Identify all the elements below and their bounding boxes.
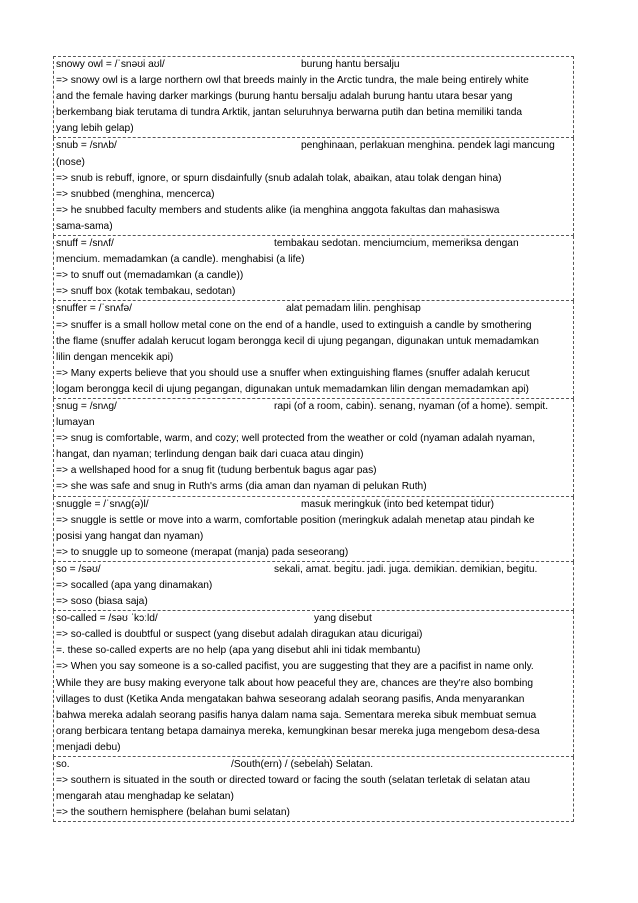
entry-so (53, 562, 574, 611)
headword: snub = /snʌb/ (56, 140, 117, 152)
headword: snuffer = /ˈsnʌfə/ (56, 303, 132, 315)
translation: tembakau sedotan. menciumcium, memeriksa dengan (274, 238, 519, 250)
headword: so. (56, 759, 70, 771)
entry-so-south (53, 757, 574, 822)
translation: burung hantu bersalju (301, 59, 400, 70)
entry-header (56, 757, 571, 773)
definition-line: => snowy owl is a large northern owl that breeds mainly in the Arctic tundra, the male being entirely white (56, 75, 529, 87)
definition-line: orang berbicara tentang betapa damainya mereka, kemungkinan besar mereka juga mengebom desa-desa (56, 725, 540, 737)
definition-line: lumayan (56, 417, 95, 429)
definition-line: mencium. memadamkan (a candle). menghabisi (a life) (56, 254, 305, 266)
translation: yang disebut (314, 613, 372, 625)
headword: so-called = /səʊ ˈkɔːld/ (56, 613, 158, 625)
definition-line: berkembang biak terutama di tundra Arktik, jantan seluruhnya berwarna putih dan betina memiliki tanda (56, 107, 523, 119)
entry-header (56, 57, 571, 73)
headword: snuff = /snʌf/ (56, 238, 114, 250)
headword: snowy owl = /ˈsnəʊi aʊl/ (56, 59, 165, 70)
definition-line: villages to dust (Ketika Anda mengatakan bahwa seseorang adalah seorang pasifis, Anda menyarankan (56, 693, 525, 705)
definition-line: => he snubbed faculty members and students alike (ia menghina anggota fakultas dan mahasiswa (56, 204, 500, 216)
definition-line: logam berongga kecil di ujung pegangan, digunakan untuk memadamkan lilin dengan memadamkan api) (56, 383, 529, 395)
definition-line: => snuffer is a small hollow metal cone on the end of a handle, used to extinguish a candle by smothering (56, 319, 532, 331)
entry-header (56, 611, 571, 627)
entry-snub (53, 138, 574, 236)
definition-line: => snuff box (kotak tembakau, sedotan) (56, 286, 236, 298)
entry-snug (53, 399, 574, 497)
entry-header (56, 399, 571, 415)
definition-line: and the female having darker markings (burung hantu bersalju adalah burung hantu utara besar yang (56, 91, 513, 103)
translation: /South(ern) / (sebelah) Selatan. (231, 759, 374, 771)
definition-line: => snug is comfortable, warm, and cozy; well protected from the weather or cold (nyaman adalah nyaman, (56, 433, 536, 445)
translation: masuk meringkuk (into bed ketempat tidur) (301, 498, 495, 510)
definition-line: => socalled (apa yang dinamakan) (56, 580, 213, 591)
definition-line: => southern is situated in the south or directed toward or facing the south (selatan terletak di selatan atau (56, 775, 531, 787)
entry-header (56, 301, 571, 317)
definition-line: posisi yang hangat dan nyaman) (56, 530, 204, 542)
translation: penghinaan, perlakuan menghina. pendek lagi mancung (301, 140, 555, 152)
entry-header (56, 497, 571, 513)
entry-snowy-owl (53, 56, 574, 138)
definition-line: => snub is rebuff, ignore, or spurn disdainfully (snub adalah tolak, abaikan, atau tolak dengan hina) (56, 172, 502, 184)
entry-snuff (53, 236, 574, 301)
definition-line: the flame (snuffer adalah kerucut logam berongga kecil di ujung pegangan, digunakan untuk memadamkan (56, 335, 539, 347)
definition-line: => a wellshaped hood for a snug fit (tudung berbentuk bagus agar pas) (56, 465, 377, 477)
headword: snuggle = /ˈsnʌg(ə)l/ (56, 498, 149, 510)
definition-line: bahwa mereka adalah seorang pasifis hanya dalam nama saja. Sementara mereka sibuk membuat semua (56, 709, 537, 721)
translation: rapi (of a room, cabin). senang, nyaman (of a home). sempit. (274, 400, 549, 412)
definition-line: => the southern hemisphere (belahan bumi selatan) (56, 807, 290, 819)
definition-line: => to snuggle up to someone (merapat (manja) pada seseorang) (56, 546, 349, 558)
translation: alat pemadam lilin. penghisap (286, 303, 421, 315)
entry-header (56, 236, 571, 252)
definition-line: yang lebih gelap) (56, 123, 134, 135)
entry-header (56, 562, 571, 578)
definition-line: => snubbed (menghina, mencerca) (56, 188, 215, 200)
definition-line: sama-sama) (56, 220, 113, 232)
definition-line: While they are busy making everyone talk about how peaceful they are, chances are they're also bombing (56, 677, 534, 689)
entry-snuffer (53, 301, 574, 399)
definition-line: lilin dengan mencekik api) (56, 351, 174, 363)
definition-line: =. these so-called experts are no help (apa yang disebut ahli ini tidak membantu) (56, 645, 421, 657)
definition-line: (nose) (56, 156, 85, 168)
definition-line: => soso (biasa saja) (56, 596, 148, 608)
translation: sekali, amat. begitu. jadi. juga. demikian. demikian, begitu. (274, 563, 538, 575)
dictionary-document (53, 56, 574, 822)
definition-line: => When you say someone is a so-called pacifist, you are suggesting that they are a pacifist in name only. (56, 661, 534, 673)
definition-line: => Many experts believe that you should use a snuffer when extinguishing flames (snuffer adalah kerucut (56, 367, 530, 379)
definition-line: => to snuff out (memadamkan (a candle)) (56, 270, 244, 282)
entry-snuggle (53, 497, 574, 562)
definition-line: hangat, dan nyaman; terlindung dengan baik dari cuaca atau dingin) (56, 449, 364, 461)
definition-line: menjadi debu) (56, 741, 121, 753)
headword: snug = /snʌg/ (56, 400, 117, 412)
definition-line: mengarah atau menghadap ke selatan) (56, 791, 234, 803)
definition-line: => snuggle is settle or move into a warm, comfortable position (meringkuk adalah menetap atau pindah ke (56, 514, 535, 526)
entry-header (56, 138, 571, 154)
definition-line: => so-called is doubtful or suspect (yang disebut adalah diragukan atau dicurigai) (56, 629, 423, 641)
entry-so-called (53, 611, 574, 757)
headword: so = /səʊ/ (56, 563, 101, 575)
definition-line: => she was safe and snug in Ruth's arms (dia aman dan nyaman di pelukan Ruth) (56, 481, 427, 493)
